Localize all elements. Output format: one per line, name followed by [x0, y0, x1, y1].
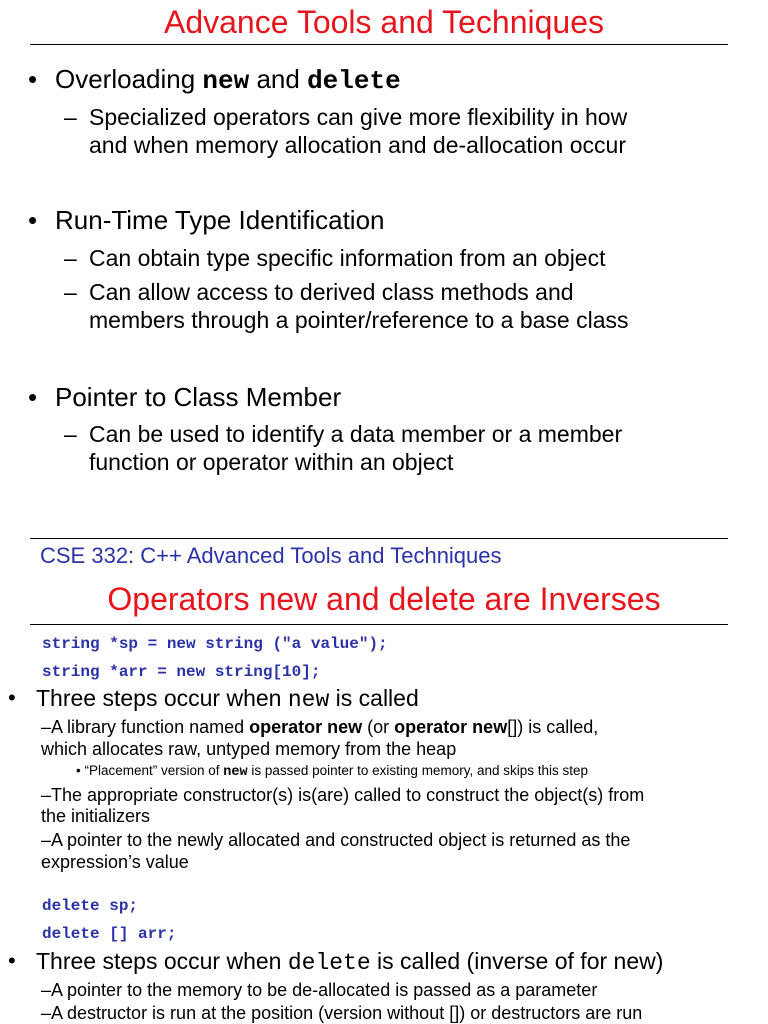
code-line-3: delete sp;	[42, 897, 139, 915]
slide-1-title: Advance Tools and Techniques	[163, 4, 605, 40]
bullet-2-text: Run-Time Type Identification	[55, 205, 385, 235]
title-rule	[30, 624, 728, 625]
note-post: is passed pointer to existing memory, and skips this step	[247, 763, 589, 778]
step-1-a-pre: –A library function named	[41, 717, 250, 737]
sub-dash: –	[64, 279, 77, 305]
slide-2-title: Operators new and delete are Inverses	[107, 581, 661, 617]
step-2-heading	[36, 948, 663, 976]
step-1-heading	[36, 685, 419, 713]
step-2-post: is called (inverse of for new)	[370, 948, 664, 974]
code-delete: delete	[287, 950, 371, 976]
placement-note	[76, 763, 588, 780]
bullet-3-sub-2: function or operator within an object	[89, 449, 454, 475]
bullet-1-sub-2: and when memory allocation and de-allocation occur	[89, 132, 626, 158]
sub-dash: –	[64, 421, 77, 447]
step-1-b-line2: the initializers	[41, 806, 151, 826]
sub-dash: –	[64, 104, 77, 130]
note-pre: • “Placement” version of	[76, 763, 224, 778]
code-line-1: string *sp = new string ("a value");	[42, 635, 388, 653]
note-code-new: new	[223, 765, 248, 780]
step-2-pre: Three steps occur when	[36, 948, 288, 974]
bullet-1-text	[55, 64, 401, 96]
header-rule	[30, 538, 728, 539]
step-1-a-line2: which allocates raw, untyped memory from the heap	[41, 739, 457, 759]
step-1-a-mid: (or	[362, 717, 395, 737]
code-delete: delete	[307, 66, 401, 96]
bullet-3-text: Pointer to Class Member	[55, 382, 342, 412]
step-1-b-line1: –The appropriate constructor(s) is(are) called to construct the object(s) from	[41, 785, 645, 805]
bullet-glyph: •	[28, 64, 38, 94]
step-1-c-line1: –A pointer to the newly allocated and constructed object is returned as the	[41, 830, 631, 850]
bullet-2: •	[28, 205, 38, 235]
bullet-1	[28, 64, 37, 95]
bullet-2-sub-2: Can allow access to derived class methods and	[89, 279, 574, 305]
bullet-glyph: •	[8, 948, 16, 973]
sub-dash: –	[64, 245, 77, 271]
code-line-2: string *arr = new string[10];	[42, 663, 321, 681]
title-rule	[30, 44, 728, 45]
slide-2-header: CSE 332: C++ Advanced Tools and Techniques	[40, 543, 502, 568]
bullet-3: •	[28, 382, 38, 412]
operator-new-array-bold: operator new	[394, 717, 508, 737]
step-1-c-line2: expression’s value	[41, 852, 189, 872]
code-new: new	[202, 66, 250, 96]
operator-new-bold: operator new	[249, 717, 363, 737]
step-1-post: is called	[329, 685, 419, 711]
code-new: new	[287, 687, 330, 713]
code-line-4: delete [] arr;	[42, 925, 177, 943]
bullet-2-sub-1: Can obtain type specific information from an object	[89, 245, 606, 271]
bullet-1-pre: Overloading	[55, 64, 203, 94]
bullet-3-sub-1: Can be used to identify a data member or a member	[89, 421, 623, 447]
bullet-1-mid: and	[249, 64, 308, 94]
step-1-pre: Three steps occur when	[36, 685, 288, 711]
step-1-a	[41, 717, 598, 738]
bullet-2-sub-3: members through a pointer/reference to a base class	[89, 307, 629, 333]
bullet-1-sub-1: Specialized operators can give more flexibility in how	[89, 104, 628, 130]
bullet-glyph: •	[8, 685, 16, 710]
step-2-a: –A pointer to the memory to be de-allocated is passed as a parameter	[41, 980, 598, 1000]
step-1-a-post: []) is called,	[507, 717, 599, 737]
step-2-b: –A destructor is run at the position (version without []) or destructors are run	[41, 1003, 643, 1023]
